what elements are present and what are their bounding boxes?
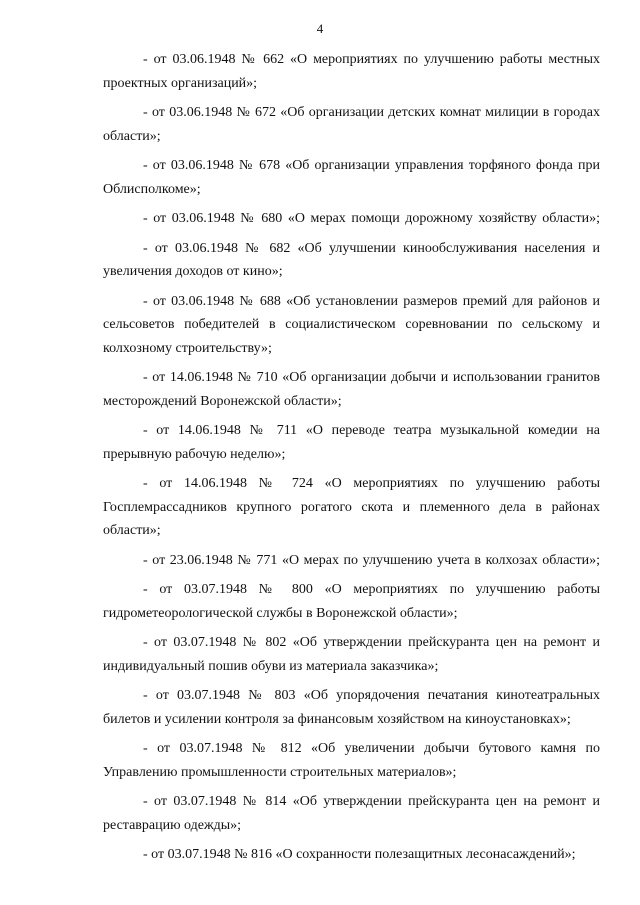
decree-entry: - от 03.07.1948 № 816 «О сохранности полезащитных лесонасаждений»;: [143, 847, 576, 862]
decree-entry: - от 23.06.1948 № 771 «О мерах по улучшению учета в колхозах области»;: [143, 552, 600, 568]
decree-entry: - от 03.07.1948 № 812 «Об увеличении добычи бутового камня по Управлению промышленности строительных материалов»;: [103, 741, 600, 780]
decree-entry: - от 03.06.1948 № 680 «О мерах помощи дорожному хозяйству области»;: [143, 211, 600, 226]
decree-entry: - от 03.06.1948 № 672 «Об организации детских комнат милиции в городах области»;: [103, 105, 600, 144]
decree-entry: - от 03.06.1948 № 688 «Об установлении размеров премий для районов и сельсоветов победителей в социалистическом соревновании по сельскому и колхозному строительству»;: [103, 293, 600, 356]
decree-entry: - от 03.06.1948 № 678 «Об организации управления торфяного фонда при Облисполкоме»;: [103, 158, 600, 197]
decree-entry: - от 03.07.1948 № 800 «О мероприятиях по улучшению работы гидрометеорологической службы в Воронежской области»;: [103, 582, 600, 621]
decree-entry: - от 14.06.1948 № 711 «О переводе театра музыкальной комедии на прерывную рабочую неделю»;: [103, 423, 600, 462]
decree-entry: - от 03.07.1948 № 803 «Об упорядочения печатания кинотеатральных билетов и усилении контроля за финансовым хозяйством на киноустановках»;: [103, 688, 600, 727]
decree-entry: - от 14.06.1948 № 710 «Об организации добычи и использовании гранитов месторождений Воронежской области»;: [103, 370, 600, 409]
decree-list: [103, 48, 600, 873]
decree-entry: - от 14.06.1948 № 724 «О мероприятиях по улучшению работы Госплемрассадников крупного рогатого скота и племенного дела в районах области»;: [103, 476, 600, 538]
decree-entry: - от 03.06.1948 № 682 «Об улучшении кинообслуживания населения и увеличения доходов от кино»;: [103, 240, 600, 279]
decree-entry: - от 03.07.1948 № 802 «Об утверждении прейскуранта цен на ремонт и индивидуальный пошив обуви из материала заказчика»;: [103, 635, 600, 674]
decree-entry: - от 03.06.1948 № 662 «О мероприятиях по улучшению работы местных проектных организаций»;: [103, 52, 600, 91]
decree-entry: - от 03.07.1948 № 814 «Об утверждении прейскуранта цен на ремонт и реставрацию одежды»;: [103, 794, 600, 833]
page-number: 4: [316, 21, 324, 36]
